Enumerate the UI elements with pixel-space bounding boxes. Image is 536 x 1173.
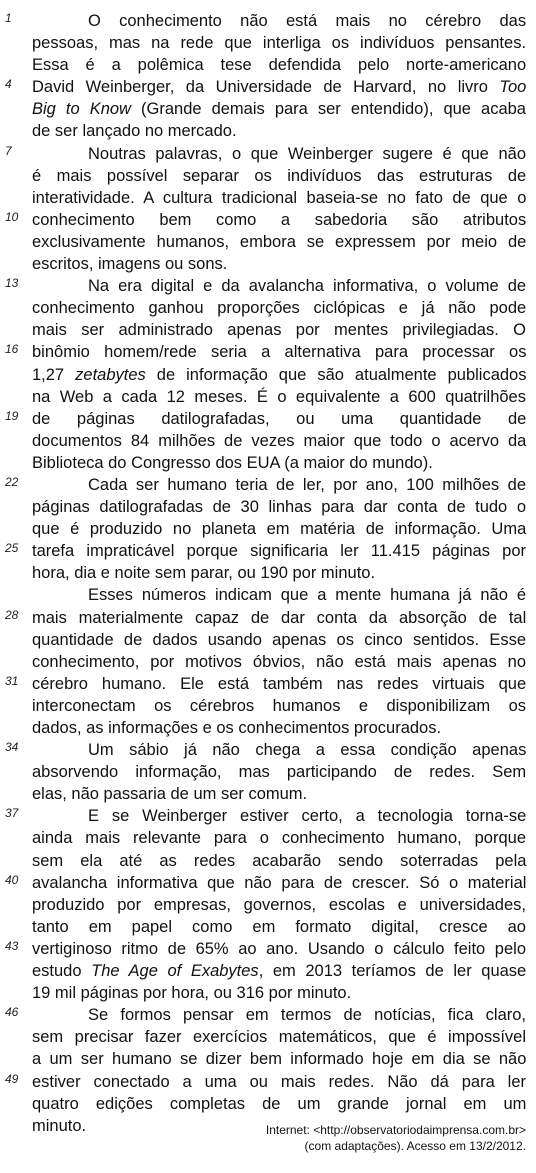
line-text xyxy=(32,783,526,805)
text-line xyxy=(0,1093,536,1115)
text-line xyxy=(0,165,536,187)
text-segment: hora, dia e noite sem parar, ou 190 por minuto. xyxy=(32,564,376,583)
text-segment: é mais possível separar os indivíduos das estruturas de xyxy=(32,166,527,185)
text-line xyxy=(0,98,536,120)
text-segment: que é produzido no planeta em matéria de informação. Uma xyxy=(32,520,527,539)
line-text xyxy=(32,32,526,54)
text-segment: 19 mil páginas por hora, ou 316 por minuto. xyxy=(32,984,352,1003)
text-segment: sem precisar fazer exercícios matemáticos, que é impossível xyxy=(32,1028,526,1047)
text-segment: Essa é a polêmica tese defendida pelo norte-americano xyxy=(32,56,527,75)
line-text xyxy=(32,231,526,253)
line-text xyxy=(32,1048,526,1070)
italic-title-segment: The Age of Exabytes xyxy=(91,962,259,981)
line-number: 37 xyxy=(5,806,19,821)
text-line xyxy=(0,32,536,54)
text-segment: ainda mais relevante para o conhecimento humano, porque xyxy=(32,829,526,848)
text-line xyxy=(0,872,536,894)
line-number: 13 xyxy=(5,276,19,291)
text-line xyxy=(0,584,536,606)
text-segment: quatro edições completas de um grande jornal em um xyxy=(32,1094,527,1113)
line-number: 31 xyxy=(5,673,19,688)
text-segment: , em 2013 teríamos de ler quase xyxy=(258,962,527,981)
text-line xyxy=(0,187,536,209)
line-text xyxy=(32,540,526,562)
document-body xyxy=(0,10,536,1137)
line-text xyxy=(32,1026,526,1048)
text-segment: mais ser administrado apenas por mentes privilegiadas. O xyxy=(32,321,526,340)
line-number: 34 xyxy=(5,740,19,755)
text-segment: absorvendo informação, mas participando de redes. Sem xyxy=(32,763,527,782)
text-line xyxy=(0,209,536,231)
line-number: 28 xyxy=(5,607,19,622)
text-line xyxy=(0,120,536,142)
line-number: 10 xyxy=(5,209,19,224)
line-text xyxy=(88,275,526,297)
text-segment: de páginas datilografadas, ou uma quantidade de xyxy=(32,409,527,428)
line-number: 49 xyxy=(5,1071,19,1086)
line-text xyxy=(32,364,526,386)
text-segment: vertiginoso ritmo de 65% ao ano. Usando o cálculo feito pelo xyxy=(32,939,526,958)
text-line xyxy=(0,1004,536,1026)
text-line xyxy=(0,739,536,761)
text-segment: tarefa impraticável porque significaria ler 11.415 páginas por xyxy=(32,542,526,561)
line-number: 43 xyxy=(5,938,19,953)
text-segment: escritos, imagens ou sons. xyxy=(32,255,228,274)
text-line xyxy=(0,607,536,629)
line-number: 16 xyxy=(5,342,19,357)
text-line xyxy=(0,761,536,783)
text-segment: mais materialmente capaz de dar conta da absorção de tal xyxy=(32,608,527,627)
text-line xyxy=(0,960,536,982)
line-text xyxy=(32,894,526,916)
line-number: 40 xyxy=(5,872,19,887)
text-line xyxy=(0,673,536,695)
text-line xyxy=(0,341,536,363)
text-segment: sem ela até as redes acabarão sendo soterradas pela xyxy=(32,851,527,870)
line-text xyxy=(32,673,526,695)
text-line xyxy=(0,253,536,275)
text-segment: documentos 84 milhões de vezes maior que todo o acervo da xyxy=(32,431,527,450)
line-text xyxy=(32,452,526,474)
text-line xyxy=(0,783,536,805)
line-text xyxy=(32,209,526,231)
line-text xyxy=(32,496,526,518)
line-text xyxy=(88,584,526,606)
text-line xyxy=(0,850,536,872)
line-text xyxy=(32,960,526,982)
text-segment: Noutras palavras, o que Weinberger sugere é que não xyxy=(88,144,526,163)
text-segment: (Grande demais para ser entendido), que acaba xyxy=(130,100,526,119)
text-segment: avalancha informativa que não para de crescer. Só o material xyxy=(32,873,527,892)
text-segment: dados, as informações e os conhecimentos procurados. xyxy=(32,719,442,737)
italic-title-segment: zetabytes xyxy=(75,365,146,384)
text-line xyxy=(0,76,536,98)
text-segment: Cada ser humano teria de ler, por ano, 100 milhões de xyxy=(88,475,526,494)
text-line xyxy=(0,938,536,960)
text-segment: Um sábio já não chega a essa condição apenas xyxy=(88,741,527,760)
text-line xyxy=(0,10,536,32)
text-segment: conhecimento bem como a sabedoria são atributos xyxy=(32,210,527,229)
text-segment: David Weinberger, da Universidade de Harvard, no livro xyxy=(32,78,500,97)
line-text xyxy=(88,739,526,761)
line-number: 19 xyxy=(5,408,19,423)
line-text xyxy=(32,695,526,717)
text-line xyxy=(0,540,536,562)
line-text xyxy=(32,165,526,187)
line-text xyxy=(32,717,526,739)
line-text xyxy=(32,761,526,783)
source-access-line: (com adaptações). Acesso em 13/2/2012. xyxy=(304,1139,526,1153)
text-line xyxy=(0,496,536,518)
line-text xyxy=(32,938,526,960)
text-line xyxy=(0,629,536,651)
text-line xyxy=(0,297,536,319)
text-line xyxy=(0,562,536,584)
text-segment: conhecimento ganhou proporções ciclópicas e já não pode xyxy=(32,299,527,318)
line-text xyxy=(32,607,526,629)
text-segment: produzido por empresas, governos, escolas e universidades, xyxy=(32,895,526,914)
text-line xyxy=(0,651,536,673)
line-text xyxy=(32,253,526,275)
text-line xyxy=(0,143,536,165)
text-line xyxy=(0,408,536,430)
text-segment: pessoas, mas na rede que interliga os indivíduos pensantes. xyxy=(32,34,527,53)
line-number: 46 xyxy=(5,1005,19,1020)
line-text xyxy=(32,76,526,98)
line-number: 1 xyxy=(5,11,12,25)
line-text xyxy=(88,10,526,32)
line-text xyxy=(32,187,526,209)
text-segment: conhecimento, por motivos óbvios, não está mais apenas no xyxy=(32,652,527,671)
line-text xyxy=(88,143,526,165)
text-line xyxy=(0,1071,536,1093)
text-segment: minuto. xyxy=(32,1116,87,1135)
text-line xyxy=(0,827,536,849)
text-segment: na Web a cada 12 meses. É o equivalente a 600 quatrilhões xyxy=(32,387,526,406)
text-segment: de ser lançado no mercado. xyxy=(32,122,237,141)
italic-title-segment: Big to Know xyxy=(32,100,131,119)
text-line xyxy=(0,231,536,253)
line-text xyxy=(88,805,526,827)
text-line xyxy=(0,916,536,938)
line-text xyxy=(32,98,526,120)
text-line xyxy=(0,695,536,717)
text-segment: tanto em papel como em formato digital, cresce ao xyxy=(32,917,526,936)
line-text xyxy=(32,850,526,872)
text-segment: interatividade. A cultura tradicional baseia-se no fato de que o xyxy=(32,188,527,207)
text-line xyxy=(0,430,536,452)
line-text xyxy=(88,474,526,496)
text-line xyxy=(0,54,536,76)
line-text xyxy=(32,562,526,584)
source-citation xyxy=(266,1122,526,1154)
line-number: 7 xyxy=(5,143,12,158)
line-text xyxy=(32,430,526,452)
line-text xyxy=(32,1093,526,1115)
line-number: 22 xyxy=(5,474,19,489)
text-line xyxy=(0,717,536,739)
text-segment: O conhecimento não está mais no cérebro das xyxy=(88,12,527,30)
italic-title-segment: Too xyxy=(499,78,527,97)
text-segment: elas, não passaria de um ser comum. xyxy=(32,785,308,804)
line-text xyxy=(32,827,526,849)
text-segment: quantidade de dados usando apenas os cinco sentidos. Esse xyxy=(32,630,526,649)
text-segment: de informação que são atualmente publicados xyxy=(145,365,527,384)
line-text xyxy=(32,408,526,430)
text-segment: interconectam os cérebros humanos e disponibilizam os xyxy=(32,696,526,715)
line-text xyxy=(32,982,526,1004)
line-text xyxy=(32,297,526,319)
line-text xyxy=(32,518,526,540)
text-segment: Se formos pensar em termos de notícias, fica claro, xyxy=(88,1006,526,1025)
text-segment: estudo xyxy=(32,962,92,981)
text-segment: 1,27 xyxy=(32,365,76,384)
text-segment: estiver conectado a uma ou mais redes. Não dá para ler xyxy=(32,1072,526,1091)
text-segment: exclusivamente humanos, embora se expressem por meio de xyxy=(32,232,527,251)
source-url-line: Internet: <http://observatoriodaimprensa.com.br> xyxy=(265,1123,526,1137)
line-text xyxy=(32,916,526,938)
line-text xyxy=(32,341,526,363)
line-text xyxy=(32,1071,526,1093)
text-line xyxy=(0,1048,536,1070)
text-segment: páginas datilografadas de 30 linhas para dar conta de tudo o xyxy=(32,498,526,517)
text-segment: Na era digital e da avalancha informativa, o volume de xyxy=(88,277,527,296)
text-line xyxy=(0,364,536,386)
line-text xyxy=(32,54,526,76)
line-text xyxy=(32,120,526,142)
line-text xyxy=(32,629,526,651)
line-text xyxy=(88,1004,526,1026)
text-line xyxy=(0,275,536,297)
line-text xyxy=(32,319,526,341)
line-number: 4 xyxy=(5,77,12,92)
text-line xyxy=(0,474,536,496)
text-line xyxy=(0,518,536,540)
text-line xyxy=(0,982,536,1004)
text-segment: binômio homem/rede seria a alternativa para processar os xyxy=(32,343,527,362)
text-line xyxy=(0,319,536,341)
line-number: 25 xyxy=(5,541,19,556)
text-line xyxy=(0,894,536,916)
text-line xyxy=(0,805,536,827)
line-text xyxy=(32,386,526,408)
text-segment: Biblioteca do Congresso dos EUA (a maior do mundo). xyxy=(32,453,433,472)
text-line xyxy=(0,386,536,408)
text-line xyxy=(0,452,536,474)
line-text xyxy=(32,872,526,894)
text-segment: Esses números indicam que a mente humana já não é xyxy=(88,586,526,605)
text-segment: E se Weinberger estiver certo, a tecnologia torna-se xyxy=(88,807,527,826)
text-line xyxy=(0,1026,536,1048)
text-segment: cérebro humano. Ele está também nas redes virtuais que xyxy=(32,674,527,693)
line-text xyxy=(32,651,526,673)
text-segment: a um ser humano se dizer bem informado hoje em dia se não xyxy=(32,1050,527,1069)
